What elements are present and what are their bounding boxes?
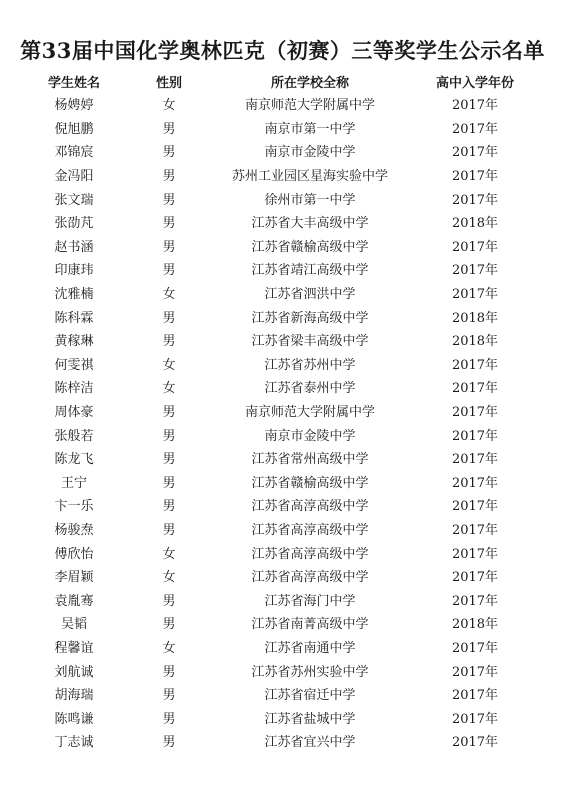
cell-gender: 男 [162,617,176,633]
table-row [20,540,540,564]
cell-year: 2017年 [451,735,499,751]
cell-name: 倪旭鹏 [54,121,94,137]
cell-year: 2017年 [451,145,499,161]
cell-year: 2018年 [451,216,499,232]
table-row [20,210,540,234]
cell-gender: 女 [162,381,176,397]
cell-year: 2017年 [451,640,499,656]
cell-school: 江苏省宿迁中学 [264,688,356,704]
table-row [20,234,540,258]
cell-gender: 男 [162,334,176,350]
cell-name: 刘航诚 [54,664,94,680]
cell-school: 南京师范大学附属中学 [244,98,375,114]
table-row [20,587,540,611]
cell-name: 丁志诚 [54,735,94,751]
cell-year: 2017年 [451,499,499,515]
cell-school: 江苏省盐城中学 [264,711,356,727]
cell-name: 金冯阳 [54,169,94,185]
table-row [20,304,540,328]
cell-school: 江苏省高淳高级中学 [251,546,369,562]
table-row [20,92,540,116]
cell-school: 南京市金陵中学 [264,145,356,161]
cell-school: 江苏省泰州中学 [264,381,356,397]
table-row [20,375,540,399]
table-row [20,422,540,446]
cell-name: 袁胤骞 [54,593,94,609]
cell-name: 杨骏焘 [54,522,94,538]
cell-school: 南京市金陵中学 [264,428,356,444]
cell-name: 吴韬 [60,617,87,633]
table-row [20,658,540,682]
table-row [20,139,540,163]
cell-year: 2017年 [451,381,499,397]
cell-name: 卞一乐 [54,499,94,515]
cell-year: 2017年 [451,121,499,137]
cell-year: 2017年 [451,664,499,680]
table-row [20,352,540,376]
cell-gender: 女 [162,357,176,373]
table-row [20,470,540,494]
cell-year: 2017年 [451,263,499,279]
column-header-year: 高中入学年份 [435,75,514,91]
cell-school: 江苏省靖江高级中学 [251,263,369,279]
cell-name: 傅欣怡 [54,546,94,562]
cell-name: 陈龙飞 [54,452,94,468]
cell-year: 2017年 [451,593,499,609]
cell-school: 江苏省南菁高级中学 [251,617,369,633]
cell-school: 江苏省赣榆高级中学 [251,239,369,255]
cell-school: 江苏省高淳高级中学 [251,570,369,586]
cell-school: 江苏省苏州实验中学 [251,664,369,680]
cell-gender: 男 [162,121,176,137]
cell-name: 杨娉婷 [54,98,94,114]
cell-year: 2017年 [451,192,499,208]
cell-year: 2017年 [451,475,499,491]
cell-year: 2017年 [451,688,499,704]
column-header-gender: 性别 [155,75,182,91]
cell-school: 南京市第一中学 [264,121,356,137]
table-row [20,257,540,281]
cell-name: 陈梓洁 [54,381,94,397]
cell-gender: 男 [162,263,176,279]
table-row [20,635,540,659]
cell-school: 江苏省常州高级中学 [251,452,369,468]
cell-gender: 女 [162,287,176,303]
table-row [20,446,540,470]
cell-year: 2017年 [451,169,499,185]
cell-year: 2018年 [451,617,499,633]
table-row [20,328,540,352]
cell-year: 2017年 [451,239,499,255]
cell-year: 2018年 [451,334,499,350]
table-row [20,186,540,210]
cell-name: 张劭芃 [54,216,94,232]
cell-gender: 女 [162,546,176,562]
cell-school: 江苏省海门中学 [264,593,356,609]
cell-gender: 女 [162,570,176,586]
table-row [20,493,540,517]
table-row [20,682,540,706]
cell-gender: 男 [162,664,176,680]
award-table [20,70,540,753]
cell-school: 江苏省梁丰高级中学 [251,334,369,350]
cell-year: 2017年 [451,711,499,727]
cell-year: 2017年 [451,452,499,468]
cell-gender: 男 [162,405,176,421]
cell-year: 2017年 [451,287,499,303]
cell-school: 江苏省赣榆高级中学 [251,475,369,491]
table-row [20,281,540,305]
cell-gender: 男 [162,522,176,538]
cell-gender: 男 [162,169,176,185]
cell-school: 南京师范大学附属中学 [244,405,375,421]
cell-name: 胡海瑞 [54,688,94,704]
cell-year: 2017年 [451,357,499,373]
cell-year: 2018年 [451,310,499,326]
table-row [20,399,540,423]
cell-name: 陈鸣谦 [54,711,94,727]
table-row [20,517,540,541]
cell-gender: 男 [162,452,176,468]
cell-year: 2017年 [451,428,499,444]
cell-name: 邓锦宸 [54,145,94,161]
table-row [20,163,540,187]
cell-school: 徐州市第一中学 [264,192,356,208]
cell-name: 沈雅楠 [54,287,94,303]
cell-gender: 男 [162,688,176,704]
cell-name: 李眉颖 [54,570,94,586]
cell-school: 苏州工业园区星海实验中学 [231,169,388,185]
cell-school: 江苏省宜兴中学 [264,735,356,751]
cell-school: 江苏省新海高级中学 [251,310,369,326]
cell-gender: 男 [162,310,176,326]
cell-year: 2017年 [451,522,499,538]
cell-name: 赵书涵 [54,239,94,255]
cell-school: 江苏省苏州中学 [264,357,356,373]
cell-gender: 女 [162,98,176,114]
cell-name: 程馨谊 [54,640,94,656]
cell-school: 江苏省高淳高级中学 [251,522,369,538]
cell-name: 张般若 [54,428,94,444]
cell-gender: 男 [162,711,176,727]
table-row [20,729,540,753]
cell-year: 2017年 [451,546,499,562]
cell-year: 2017年 [451,98,499,114]
table-body [20,92,540,753]
cell-year: 2017年 [451,570,499,586]
table-header-row [20,70,540,92]
cell-school: 江苏省大丰高级中学 [251,216,369,232]
cell-name: 印康玮 [54,263,94,279]
cell-name: 黄稼琳 [54,334,94,350]
cell-gender: 女 [162,640,176,656]
cell-name: 王宁 [60,475,87,491]
cell-name: 陈科霖 [54,310,94,326]
cell-name: 周体豪 [54,405,94,421]
cell-gender: 男 [162,475,176,491]
cell-gender: 男 [162,145,176,161]
cell-year: 2017年 [451,405,499,421]
column-header-school: 所在学校全称 [270,75,349,91]
page-title: 第33届中国化学奥林匹克（初赛）三等奖学生公示名单 [20,38,545,63]
cell-name: 张文瑞 [54,192,94,208]
cell-gender: 男 [162,735,176,751]
cell-gender: 男 [162,499,176,515]
table-row [20,705,540,729]
table-row [20,564,540,588]
cell-school: 江苏省泗洪中学 [264,287,356,303]
table-row [20,116,540,140]
table-row [20,611,540,635]
cell-gender: 男 [162,239,176,255]
cell-school: 江苏省高淳高级中学 [251,499,369,515]
cell-gender: 男 [162,428,176,444]
cell-gender: 男 [162,192,176,208]
cell-school: 江苏省南通中学 [264,640,356,656]
cell-gender: 男 [162,593,176,609]
column-header-name: 学生姓名 [47,75,100,91]
cell-gender: 男 [162,216,176,232]
cell-name: 何雯祺 [54,357,94,373]
